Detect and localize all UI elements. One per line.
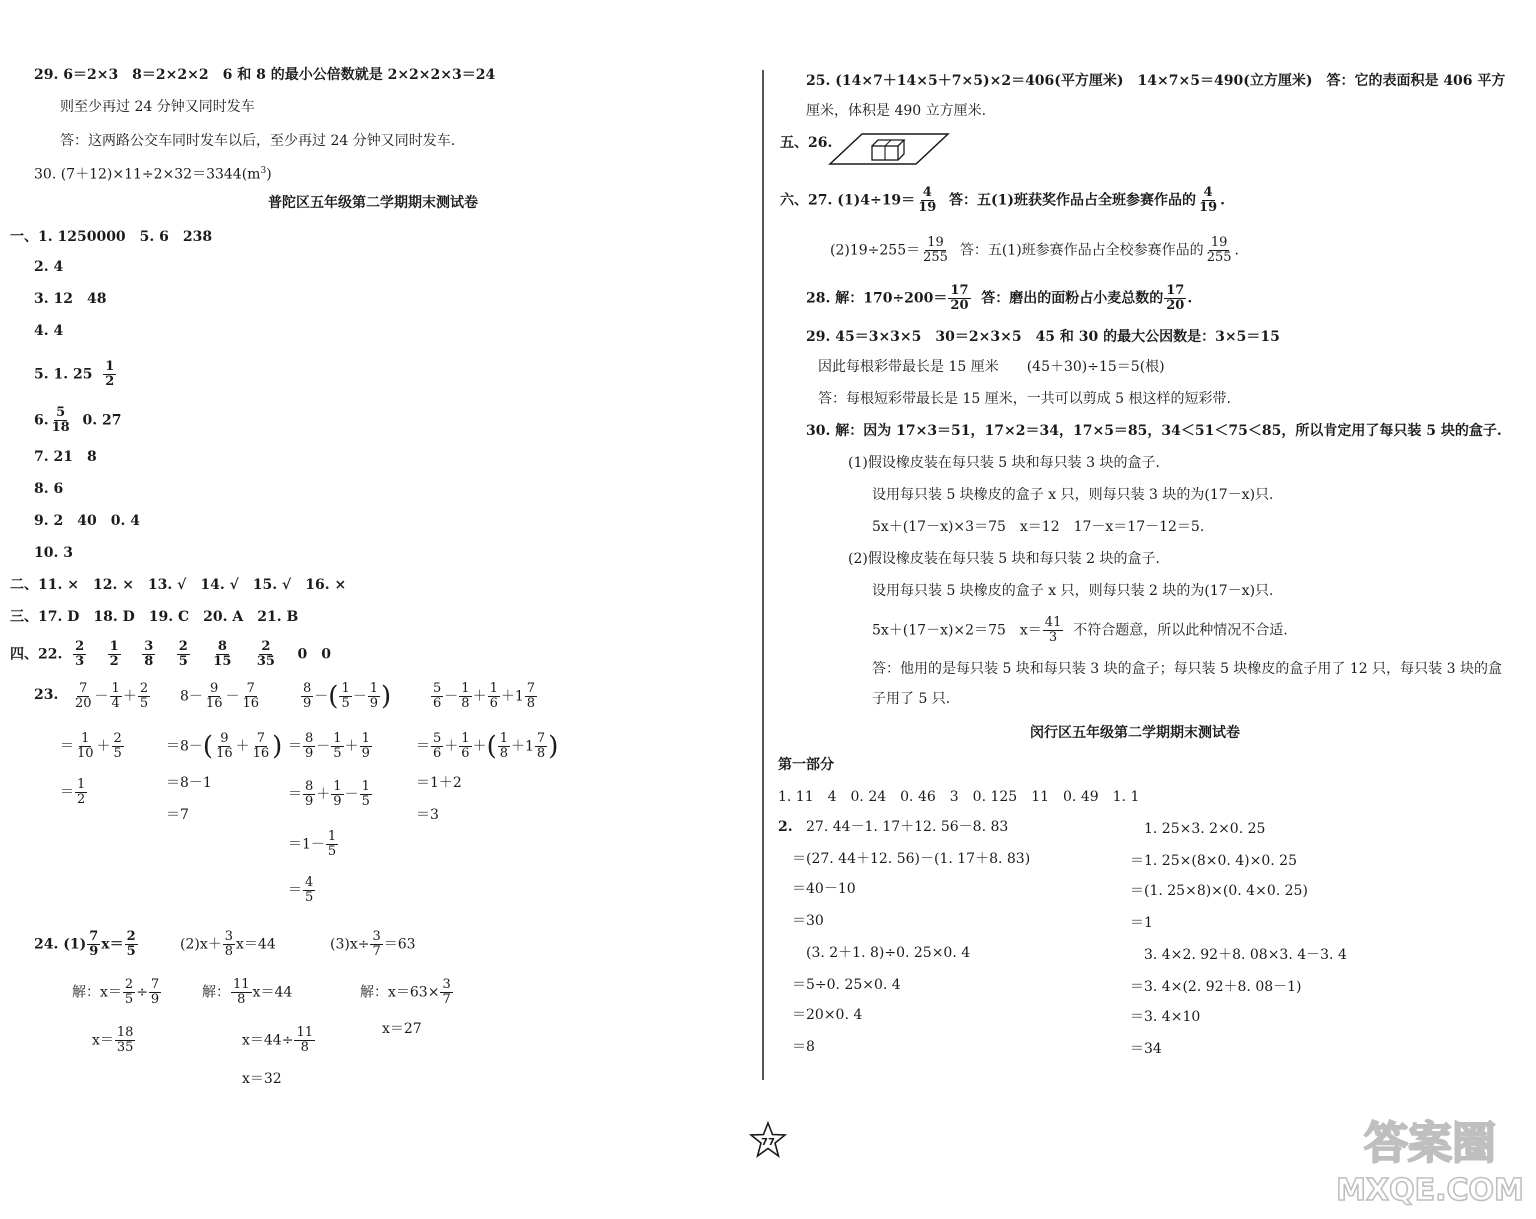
q25-line2: 厘米，体积是 490 立方厘米. bbox=[806, 103, 987, 119]
q28: 28. 解：170÷200＝ $\frac{17}{20}$ 答：磨出的面粉占小麦总数的 $\frac{17}{20}$ . bbox=[806, 283, 1193, 313]
q30-line4: 5x＋(17－x)×3＝75 x＝12 17－x＝17－12＝5. bbox=[872, 519, 1205, 535]
q29-answer: 答：每根短彩带最长是 15 厘米，一共可以剪成 5 根这样的短彩带. bbox=[818, 391, 1231, 407]
q24-part3: (3)x÷ $\frac{3}{7}$ ＝63 bbox=[330, 929, 416, 959]
page-number-star-icon bbox=[748, 1120, 788, 1160]
fraction: $\frac{2}{5}$ bbox=[178, 639, 188, 669]
q2a-line1: 27. 44－1. 17＋12. 56－8. 83 bbox=[806, 819, 1009, 835]
minhang-q2-label: 2. bbox=[778, 819, 793, 835]
q23-c3-r2: ＝ $\frac{8}{9}$ － $\frac{1}{5}$ ＋ $\frac{1}{9}$ bbox=[288, 731, 370, 761]
q23-c2-r1: 8－ $\frac{9}{16}$ － $\frac{7}{16}$ bbox=[180, 681, 260, 711]
q23-c2-r4: ＝7 bbox=[166, 807, 189, 823]
q29-answer: 答：这两路公交车同时发车以后，至少再过 24 分钟又同时发车. bbox=[60, 133, 456, 149]
q29-line1: 29. 6＝2×3 8＝2×2×2 6 和 8 的最小公倍数就是 2×2×2×3＝24 bbox=[34, 67, 496, 83]
answer-6: 6. $\frac{5}{18}$ 0. 27 bbox=[34, 405, 122, 435]
q30-line2: (1)假设橡皮装在每只装 5 块和每只装 3 块的盒子. bbox=[848, 455, 1160, 471]
fraction: $\frac{1}{2}$ bbox=[105, 359, 115, 389]
answer-3: 3. 12 48 bbox=[34, 291, 107, 307]
q24-part1: 24. (1) $\frac{7}{9}$ x＝ $\frac{2}{5}$ bbox=[34, 929, 136, 959]
q30-line8: 答：他用的是每只装 5 块和每只装 3 块的盒子；每只装 5 块橡皮的盒子用了 12 只，每只装 3 块的盒 bbox=[872, 661, 1502, 677]
q2b-line1: 1. 25×3. 2×0. 25 bbox=[1144, 821, 1266, 837]
q24-part2-solution: 解： $\frac{11}{8}$ x＝44 bbox=[202, 977, 293, 1007]
answer-8: 8. 6 bbox=[34, 481, 64, 497]
q24-part3-solution: 解：x＝63× $\frac{3}{7}$ bbox=[360, 977, 451, 1007]
fraction: $\frac{8}{15}$ bbox=[213, 639, 232, 669]
q26-label: 五、26. bbox=[780, 135, 833, 151]
answer-7: 7. 21 8 bbox=[34, 449, 97, 465]
q23-c3-r3: ＝ $\frac{8}{9}$ ＋ $\frac{1}{9}$ － $\frac{1}{5}$ bbox=[288, 779, 370, 809]
section-2-answers: 二、11. × 12. × 13. √ 14. √ 15. √ 16. × bbox=[10, 577, 347, 593]
q29-line2: 因此每根彩带最长是 15 厘米 (45＋30)÷15＝5(根) bbox=[818, 359, 1165, 375]
q23-c3-r1: $\frac{8}{9}$ －( $\frac{1}{5}$ － $\frac{1}{9}$ ) bbox=[303, 681, 392, 712]
fraction: $\frac{2}{3}$ bbox=[75, 639, 85, 669]
q29-line1: 29. 45＝3×3×5 30＝2×3×5 45 和 30 的最大公因数是：3×5＝15 bbox=[806, 329, 1280, 345]
q30-line9: 子用了 5 只. bbox=[872, 691, 951, 707]
q2b-line4: ＝1 bbox=[1130, 915, 1153, 931]
fraction: $\frac{2}{35}$ bbox=[256, 639, 275, 669]
fraction: $\frac{3}{8}$ bbox=[144, 639, 154, 669]
minhang-q1: 1. 11 4 0. 24 0. 46 3 0. 125 11 0. 49 1. 1 bbox=[778, 789, 1140, 805]
column-divider bbox=[762, 70, 764, 1080]
q23-c1-r2: ＝ $\frac{1}{10}$ ＋ $\frac{2}{5}$ bbox=[60, 731, 122, 761]
q2c-line2: ＝5÷0. 25×0. 4 bbox=[792, 977, 901, 993]
q23-c4-r1: $\frac{5}{6}$ － $\frac{1}{8}$ ＋ $\frac{1}{6}$ ＋1 $\frac{7}{8}$ bbox=[433, 681, 536, 711]
q30-line6: 设用每只装 5 块橡皮的盒子 x 只，则每只装 2 块的为(17－x)只. bbox=[872, 583, 1274, 599]
section-title-putuo: 普陀区五年级第二学期期末测试卷 bbox=[268, 195, 478, 211]
q27-part2: (2)19÷255＝ $\frac{19}{255}$ 答：五(1)班参赛作品占全校参赛作品的 $\frac{19}{255}$ . bbox=[830, 235, 1239, 265]
q30: 30. $(7+12)\times 11\div 2\times 32=3344(m^3)$ bbox=[34, 166, 272, 183]
q2a-line3: ＝40－10 bbox=[792, 881, 856, 897]
answer-4: 4. 4 bbox=[34, 323, 64, 339]
watermark-bottom: MXQE.COM bbox=[1336, 1173, 1524, 1208]
q29-line2: 则至少再过 24 分钟又同时发车 bbox=[60, 99, 255, 115]
answer-1: 一、1. 1250000 5. 6 238 bbox=[10, 229, 213, 245]
fraction: $\frac{1}{2}$ bbox=[109, 639, 119, 669]
q2b-line3: ＝(1. 25×8)×(0. 4×0. 25) bbox=[1130, 883, 1308, 899]
q2c-line4: ＝8 bbox=[792, 1039, 815, 1055]
q25-line1: 25. (14×7＋14×5＋7×5)×2＝406(平方厘米) 14×7×5＝490(立方厘米) 答：它的表面积是 406 平方 bbox=[806, 73, 1506, 89]
page-number: 77 bbox=[761, 1137, 775, 1148]
q2d-line3: ＝3. 4×10 bbox=[1130, 1009, 1201, 1025]
q30-line5: (2)假设橡皮装在每只装 5 块和每只装 2 块的盒子. bbox=[848, 551, 1160, 567]
q23-c3-r5: ＝ $\frac{4}{5}$ bbox=[288, 875, 314, 905]
q24-part2-step: x＝44÷ $\frac{11}{8}$ bbox=[242, 1025, 313, 1055]
section-3-answers: 三、17. D 18. D 19. C 20. A 21. B bbox=[10, 609, 299, 625]
section-4-q22: 四、22. $\frac{2}{3}$ $\frac{1}{2}$ $\frac{3}{8}$ $\frac{2}{5}$ $\frac{8}{15}$ $\frac{2}{35}$ 0 0 bbox=[10, 639, 331, 669]
q2d-line1: 3. 4×2. 92＋8. 08×3. 4－3. 4 bbox=[1144, 947, 1347, 963]
q24-part2-result: x＝32 bbox=[242, 1071, 282, 1087]
watermark-logo bbox=[1320, 1100, 1530, 1212]
section-title-minhang: 闵行区五年级第二学期期末测试卷 bbox=[1030, 725, 1240, 741]
watermark-top: 答案圈 bbox=[1364, 1118, 1496, 1169]
q23-c4-r3: ＝1＋2 bbox=[416, 775, 462, 791]
q2c-line1: (3. 2＋1. 8)÷0. 25×0. 4 bbox=[806, 945, 971, 961]
q27-part1: 六、27. (1)4÷19＝ $\frac{4}{19}$ 答：五(1)班获奖作品占全班参赛作品的 $\frac{4}{19}$ . bbox=[780, 185, 1225, 215]
answer-10: 10. 3 bbox=[34, 545, 73, 561]
q30-line7: 5x＋(17－x)×2＝75 x＝ $\frac{41}{3}$ 不符合题意，所以此种情况不合适. bbox=[872, 615, 1288, 645]
q23-c1-r3: ＝ $\frac{1}{2}$ bbox=[60, 777, 86, 807]
q23-label: 23. bbox=[34, 687, 59, 703]
q23-c2-r2: ＝8－( $\frac{9}{16}$ ＋ $\frac{7}{16}$ ) bbox=[166, 731, 283, 762]
fraction: $\frac{5}{18}$ bbox=[51, 405, 70, 435]
q24-part1-solution: 解：x＝ $\frac{2}{5}$ ÷ $\frac{7}{9}$ bbox=[72, 977, 160, 1007]
q23-c4-r4: ＝3 bbox=[416, 807, 439, 823]
q2a-line2: ＝(27. 44＋12. 56)－(1. 17＋8. 83) bbox=[792, 851, 1031, 867]
q23-c3-r4: ＝1－ $\frac{1}{5}$ bbox=[288, 829, 337, 859]
q24-part3-result: x＝27 bbox=[382, 1021, 422, 1037]
q2d-line4: ＝34 bbox=[1130, 1041, 1162, 1057]
q2a-line4: ＝30 bbox=[792, 913, 824, 929]
q24-part2: (2)x＋ $\frac{3}{8}$ x＝44 bbox=[180, 929, 276, 959]
q23-c4-r2: ＝ $\frac{5}{6}$ ＋ $\frac{1}{6}$ ＋( $\frac{1}{8}$ ＋1 $\frac{7}{8}$ ) bbox=[416, 731, 559, 762]
q23-c2-r3: ＝8－1 bbox=[166, 775, 212, 791]
q2b-line2: ＝1. 25×(8×0. 4)×0. 25 bbox=[1130, 853, 1297, 869]
q2d-line2: ＝3. 4×(2. 92＋8. 08－1) bbox=[1130, 979, 1302, 995]
answer-9: 9. 2 40 0. 4 bbox=[34, 513, 140, 529]
q2c-line3: ＝20×0. 4 bbox=[792, 1007, 863, 1023]
q30-line3: 设用每只装 5 块橡皮的盒子 x 只，则每只装 3 块的为(17－x)只. bbox=[872, 487, 1274, 503]
q24-part1-result: x＝ $\frac{18}{35}$ bbox=[92, 1025, 134, 1055]
answer-5: 5. 1. 25 $\frac{1}{2}$ bbox=[34, 359, 115, 389]
cuboid-diagram bbox=[828, 130, 952, 168]
part-one-heading: 第一部分 bbox=[778, 757, 834, 773]
answer-2: 2. 4 bbox=[34, 259, 64, 275]
q30-line1: 30. 解：因为 17×3＝51，17×2＝34，17×5＝85，34＜51＜75＜85，所以肯定用了每只装 5 块的盒子. bbox=[806, 423, 1502, 439]
q23-c1-r1: $\frac{7}{20}$ － $\frac{1}{4}$ ＋ $\frac{2}{5}$ bbox=[75, 681, 149, 711]
